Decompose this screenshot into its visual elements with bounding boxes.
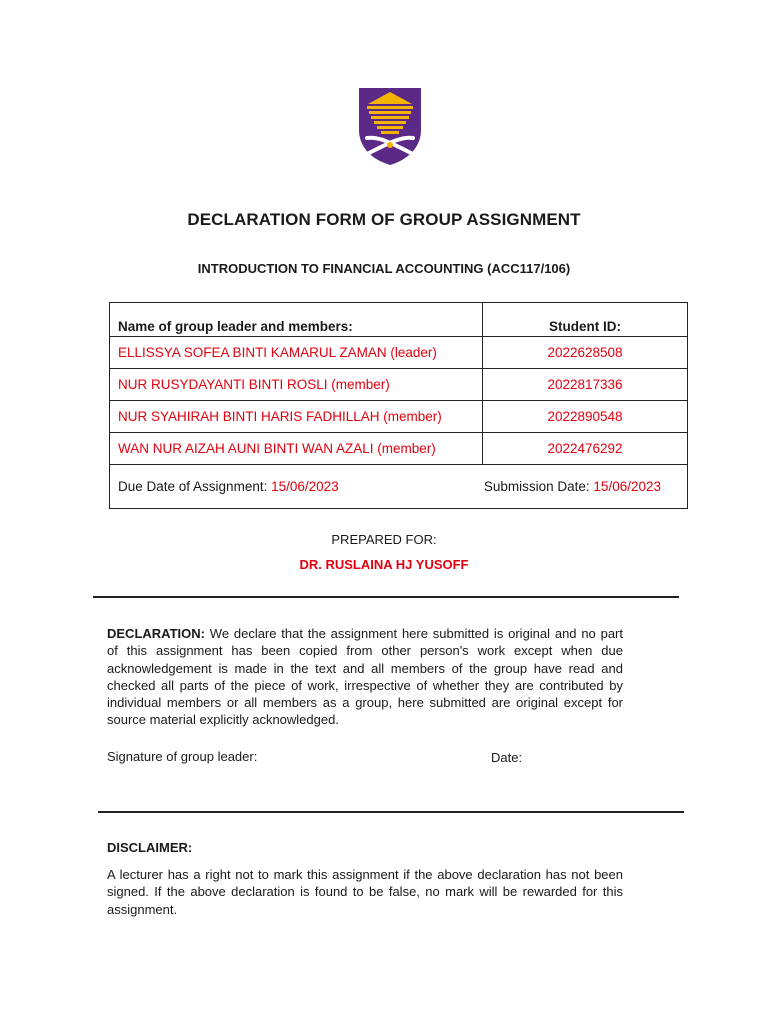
divider bbox=[93, 596, 679, 598]
declaration-heading: DECLARATION: bbox=[107, 626, 205, 641]
dates-cell bbox=[110, 465, 688, 509]
table-row bbox=[110, 401, 688, 433]
table-row bbox=[110, 369, 688, 401]
declaration-text: We declare that the assignment here submitted is original and no part of this assignment has been copied from other person's work except when due acknowledgement is made in the text and all members of the group have read and checked all parts of the piece of work, irrespective of whether they are contributed by individual members or all members as a group, here submitted are original except for source material explicitly acknowledged. bbox=[107, 626, 623, 728]
signature-label: Signature of group leader: bbox=[107, 749, 258, 764]
table-header-row bbox=[110, 303, 688, 337]
submission-date-label: Submission Date: bbox=[483, 479, 590, 494]
members-table bbox=[109, 302, 688, 509]
course-subtitle: INTRODUCTION TO FINANCIAL ACCOUNTING (ACC117/106) bbox=[197, 261, 571, 276]
lecturer-name: DR. RUSLAINA HJ YUSOFF bbox=[299, 557, 469, 572]
member-name: ELLISSYA SOFEA BINTI KAMARUL ZAMAN (leader) bbox=[110, 337, 483, 369]
member-id: 2022817336 bbox=[483, 369, 688, 401]
header-student-id: Student ID: bbox=[483, 303, 688, 337]
due-date bbox=[118, 479, 339, 494]
due-date-label: Due Date of Assignment: bbox=[118, 479, 268, 494]
member-id: 2022628508 bbox=[483, 337, 688, 369]
declaration-paragraph bbox=[107, 625, 623, 729]
dates-row bbox=[110, 465, 688, 509]
member-name: NUR SYAHIRAH BINTI HARIS FADHILLAH (member) bbox=[110, 401, 483, 433]
prepared-for-label: PREPARED FOR: bbox=[331, 532, 437, 547]
member-id: 2022890548 bbox=[483, 401, 688, 433]
table-row bbox=[110, 337, 688, 369]
submission-date-value: 15/06/2023 bbox=[593, 479, 661, 494]
date-label: Date: bbox=[491, 750, 523, 765]
member-name: NUR RUSYDAYANTI BINTI ROSLI (member) bbox=[110, 369, 483, 401]
table-row bbox=[110, 433, 688, 465]
submission-date bbox=[484, 479, 661, 494]
disclaimer-text: A lecturer has a right not to mark this assignment if the above declaration has not been signed. If the above declaration is found to be false, no mark will be rewarded for this assignment. bbox=[107, 867, 623, 917]
disclaimer-heading: DISCLAIMER: bbox=[107, 840, 193, 855]
member-name: WAN NUR AIZAH AUNI BINTI WAN AZALI (member) bbox=[110, 433, 483, 465]
header-name: Name of group leader and members: bbox=[110, 303, 483, 337]
divider bbox=[98, 811, 684, 813]
due-date-value: 15/06/2023 bbox=[271, 479, 339, 494]
university-crest-icon bbox=[357, 86, 423, 166]
member-id: 2022476292 bbox=[483, 433, 688, 465]
page-title: DECLARATION FORM OF GROUP ASSIGNMENT bbox=[187, 210, 581, 229]
